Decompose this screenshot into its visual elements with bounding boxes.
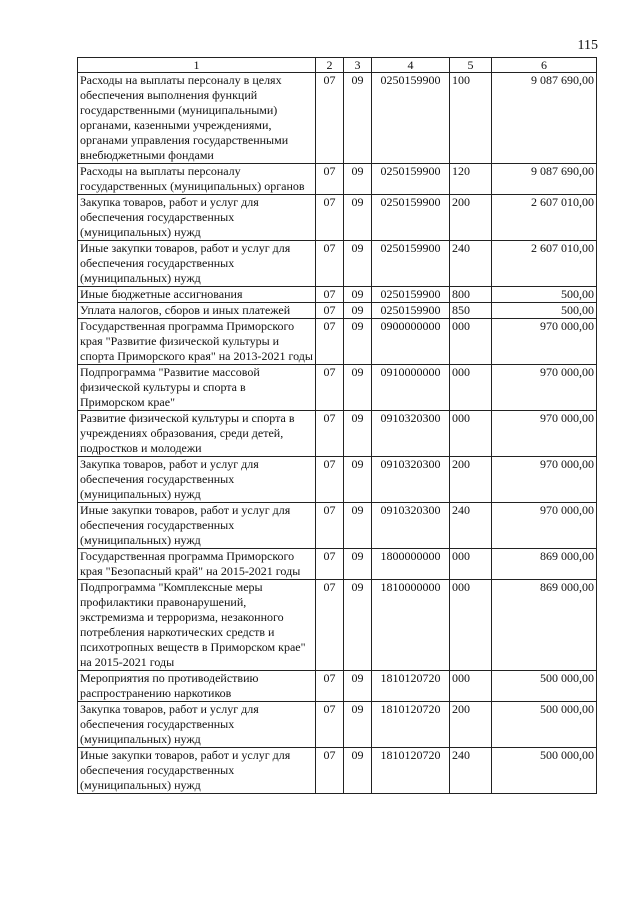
- target-article-code: 1800000000: [372, 549, 450, 580]
- item-name: Иные закупки товаров, работ и услуг для обеспечения государственных (муниципальных) нужд: [78, 503, 316, 549]
- subsection-code: 09: [344, 241, 372, 287]
- section-code: 07: [316, 549, 344, 580]
- amount: 9 087 690,00: [492, 164, 597, 195]
- header-row: [78, 58, 597, 73]
- amount: 970 000,00: [492, 319, 597, 365]
- item-name: Иные бюджетные ассигнования: [78, 287, 316, 303]
- subsection-code: 09: [344, 73, 372, 164]
- table-row: [78, 580, 597, 671]
- subsection-code: 09: [344, 164, 372, 195]
- subsection-code: 09: [344, 702, 372, 748]
- column-header: 6: [492, 58, 597, 73]
- column-header: 2: [316, 58, 344, 73]
- table-row: [78, 287, 597, 303]
- item-name: Развитие физической культуры и спорта в учреждениях образования, среди детей, подростков и молодежи: [78, 411, 316, 457]
- subsection-code: 09: [344, 287, 372, 303]
- target-article-code: 0250159900: [372, 195, 450, 241]
- item-name: Иные закупки товаров, работ и услуг для обеспечения государственных (муниципальных) нужд: [78, 748, 316, 794]
- table-row: [78, 319, 597, 365]
- column-header: 5: [450, 58, 492, 73]
- item-name: Государственная программа Приморского края "Развитие физической культуры и спорта Приморского края" на 2013-2021 годы: [78, 319, 316, 365]
- expense-type-code: 200: [450, 457, 492, 503]
- expense-type-code: 200: [450, 702, 492, 748]
- amount: 869 000,00: [492, 549, 597, 580]
- table-row: [78, 365, 597, 411]
- item-name: Подпрограмма "Развитие массовой физической культуры и спорта в Приморском крае": [78, 365, 316, 411]
- expense-type-code: 100: [450, 73, 492, 164]
- subsection-code: 09: [344, 580, 372, 671]
- expense-type-code: 240: [450, 241, 492, 287]
- subsection-code: 09: [344, 549, 372, 580]
- section-code: 07: [316, 241, 344, 287]
- expense-type-code: 800: [450, 287, 492, 303]
- subsection-code: 09: [344, 411, 372, 457]
- item-name: Закупка товаров, работ и услуг для обеспечения государственных (муниципальных) нужд: [78, 702, 316, 748]
- target-article-code: 0250159900: [372, 73, 450, 164]
- target-article-code: 0910000000: [372, 365, 450, 411]
- item-name: Закупка товаров, работ и услуг для обеспечения государственных (муниципальных) нужд: [78, 457, 316, 503]
- target-article-code: 1810120720: [372, 702, 450, 748]
- amount: 970 000,00: [492, 365, 597, 411]
- expense-type-code: 000: [450, 671, 492, 702]
- expense-type-code: 000: [450, 319, 492, 365]
- column-header: 1: [78, 58, 316, 73]
- table-row: [78, 671, 597, 702]
- target-article-code: 1810000000: [372, 580, 450, 671]
- section-code: 07: [316, 580, 344, 671]
- table-row: [78, 748, 597, 794]
- amount: 500 000,00: [492, 671, 597, 702]
- target-article-code: 0250159900: [372, 164, 450, 195]
- section-code: 07: [316, 287, 344, 303]
- item-name: Подпрограмма "Комплексные меры профилактики правонарушений, экстремизма и терроризма, незаконного потребления наркотических средств и психотропных веществ в Приморском крае" на 2015-2021 годы: [78, 580, 316, 671]
- amount: 500 000,00: [492, 748, 597, 794]
- item-name: Расходы на выплаты персоналу в целях обеспечения выполнения функций государственными (муниципальными) органами, казенными учреждениями, органами управления государственными внебюджетными фондами: [78, 73, 316, 164]
- section-code: 07: [316, 503, 344, 549]
- target-article-code: 0900000000: [372, 319, 450, 365]
- amount: 9 087 690,00: [492, 73, 597, 164]
- table-row: [78, 195, 597, 241]
- item-name: Уплата налогов, сборов и иных платежей: [78, 303, 316, 319]
- expense-type-code: 240: [450, 503, 492, 549]
- table-row: [78, 303, 597, 319]
- section-code: 07: [316, 457, 344, 503]
- budget-table: [77, 57, 597, 794]
- table-row: [78, 241, 597, 287]
- item-name: Закупка товаров, работ и услуг для обеспечения государственных (муниципальных) нужд: [78, 195, 316, 241]
- expense-type-code: 240: [450, 748, 492, 794]
- amount: 2 607 010,00: [492, 241, 597, 287]
- section-code: 07: [316, 411, 344, 457]
- section-code: 07: [316, 365, 344, 411]
- target-article-code: 1810120720: [372, 671, 450, 702]
- table-row: [78, 411, 597, 457]
- subsection-code: 09: [344, 671, 372, 702]
- subsection-code: 09: [344, 748, 372, 794]
- section-code: 07: [316, 319, 344, 365]
- section-code: 07: [316, 73, 344, 164]
- section-code: 07: [316, 702, 344, 748]
- expense-type-code: 000: [450, 411, 492, 457]
- amount: 970 000,00: [492, 411, 597, 457]
- table-row: [78, 549, 597, 580]
- target-article-code: 0910320300: [372, 457, 450, 503]
- table-row: [78, 503, 597, 549]
- subsection-code: 09: [344, 365, 372, 411]
- section-code: 07: [316, 748, 344, 794]
- section-code: 07: [316, 303, 344, 319]
- amount: 970 000,00: [492, 503, 597, 549]
- table-row: [78, 457, 597, 503]
- target-article-code: 1810120720: [372, 748, 450, 794]
- expense-type-code: 850: [450, 303, 492, 319]
- expense-type-code: 200: [450, 195, 492, 241]
- target-article-code: 0250159900: [372, 287, 450, 303]
- amount: 970 000,00: [492, 457, 597, 503]
- table-row: [78, 73, 597, 164]
- section-code: 07: [316, 671, 344, 702]
- expense-type-code: 000: [450, 580, 492, 671]
- target-article-code: 0250159900: [372, 303, 450, 319]
- subsection-code: 09: [344, 195, 372, 241]
- target-article-code: 0250159900: [372, 241, 450, 287]
- amount: 500 000,00: [492, 702, 597, 748]
- expense-type-code: 000: [450, 365, 492, 411]
- target-article-code: 0910320300: [372, 503, 450, 549]
- item-name: Иные закупки товаров, работ и услуг для обеспечения государственных (муниципальных) нужд: [78, 241, 316, 287]
- subsection-code: 09: [344, 303, 372, 319]
- table-row: [78, 702, 597, 748]
- amount: 2 607 010,00: [492, 195, 597, 241]
- subsection-code: 09: [344, 457, 372, 503]
- section-code: 07: [316, 164, 344, 195]
- target-article-code: 0910320300: [372, 411, 450, 457]
- item-name: Государственная программа Приморского края "Безопасный край" на 2015-2021 годы: [78, 549, 316, 580]
- section-code: 07: [316, 195, 344, 241]
- subsection-code: 09: [344, 503, 372, 549]
- column-header: 4: [372, 58, 450, 73]
- amount: 500,00: [492, 287, 597, 303]
- item-name: Мероприятия по противодействию распространению наркотиков: [78, 671, 316, 702]
- expense-type-code: 120: [450, 164, 492, 195]
- subsection-code: 09: [344, 319, 372, 365]
- item-name: Расходы на выплаты персоналу государственных (муниципальных) органов: [78, 164, 316, 195]
- column-header: 3: [344, 58, 372, 73]
- expense-type-code: 000: [450, 549, 492, 580]
- amount: 869 000,00: [492, 580, 597, 671]
- amount: 500,00: [492, 303, 597, 319]
- page-number: 115: [577, 38, 598, 53]
- table-row: [78, 164, 597, 195]
